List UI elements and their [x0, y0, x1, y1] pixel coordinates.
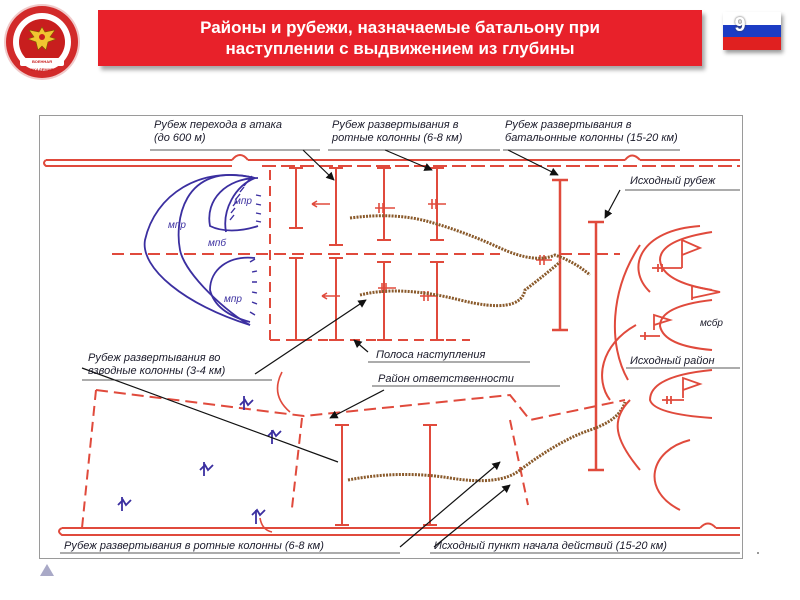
unit-msbr: мсбр [700, 318, 723, 329]
label-start-area: Исходный район [630, 355, 715, 367]
small-red-arcs [260, 372, 290, 532]
unit-mpr-top: мпр [234, 196, 252, 207]
start-line [588, 222, 604, 470]
unit-mpr-left: мпр [168, 220, 186, 231]
left-dashed-boundary [82, 390, 96, 528]
label-start-line: Исходный рубеж [630, 175, 716, 187]
navigation-arrow-icon[interactable] [40, 564, 54, 576]
label-battalion-columns: Рубеж развертывания в батальонные колонны (15-20 км) [505, 119, 678, 144]
label-attack-line [154, 119, 282, 144]
label-company-columns-top: Рубеж развертывания в ротные колонны (6-8 км) [332, 119, 463, 144]
right-dashed-boundary [510, 420, 528, 505]
leader-arrows [82, 150, 620, 547]
page-title: Районы и рубежи, назначаемые батальону при наступлении с выдвижением из глубины [200, 18, 600, 58]
label-start-point: Исходный пункт начала действий (15-20 км) [434, 540, 667, 552]
top-boundary [44, 155, 740, 166]
enemy-positions-lower [118, 396, 281, 524]
label-attack-zone: Полоса наступления [376, 349, 486, 361]
inner-dashed-boundary [292, 418, 302, 508]
label-attack-line-2: (до 600 м) [154, 132, 206, 144]
unit-mpr-bottom: мпр [224, 294, 242, 305]
label-responsibility-area: Район ответственности [378, 373, 514, 385]
label-platoon-columns: Рубеж развертывания во взводные колонны (3-4 км) [88, 352, 226, 377]
page-number: 9 [734, 14, 746, 36]
emblem-motto: ВОЕННАЯ АКАДЕМИЯ [20, 58, 64, 66]
platoon-markers [312, 199, 552, 301]
unit-mpb: мпб [208, 238, 226, 249]
slide-dot [757, 552, 759, 554]
bottom-boundary [59, 524, 740, 536]
responsibility-boundary [96, 390, 625, 420]
label-attack-line-1: Рубеж перехода в атака [154, 119, 282, 131]
label-company-columns-bottom: Рубеж развертывания в ротные колонны (6-8 км) [64, 540, 324, 552]
